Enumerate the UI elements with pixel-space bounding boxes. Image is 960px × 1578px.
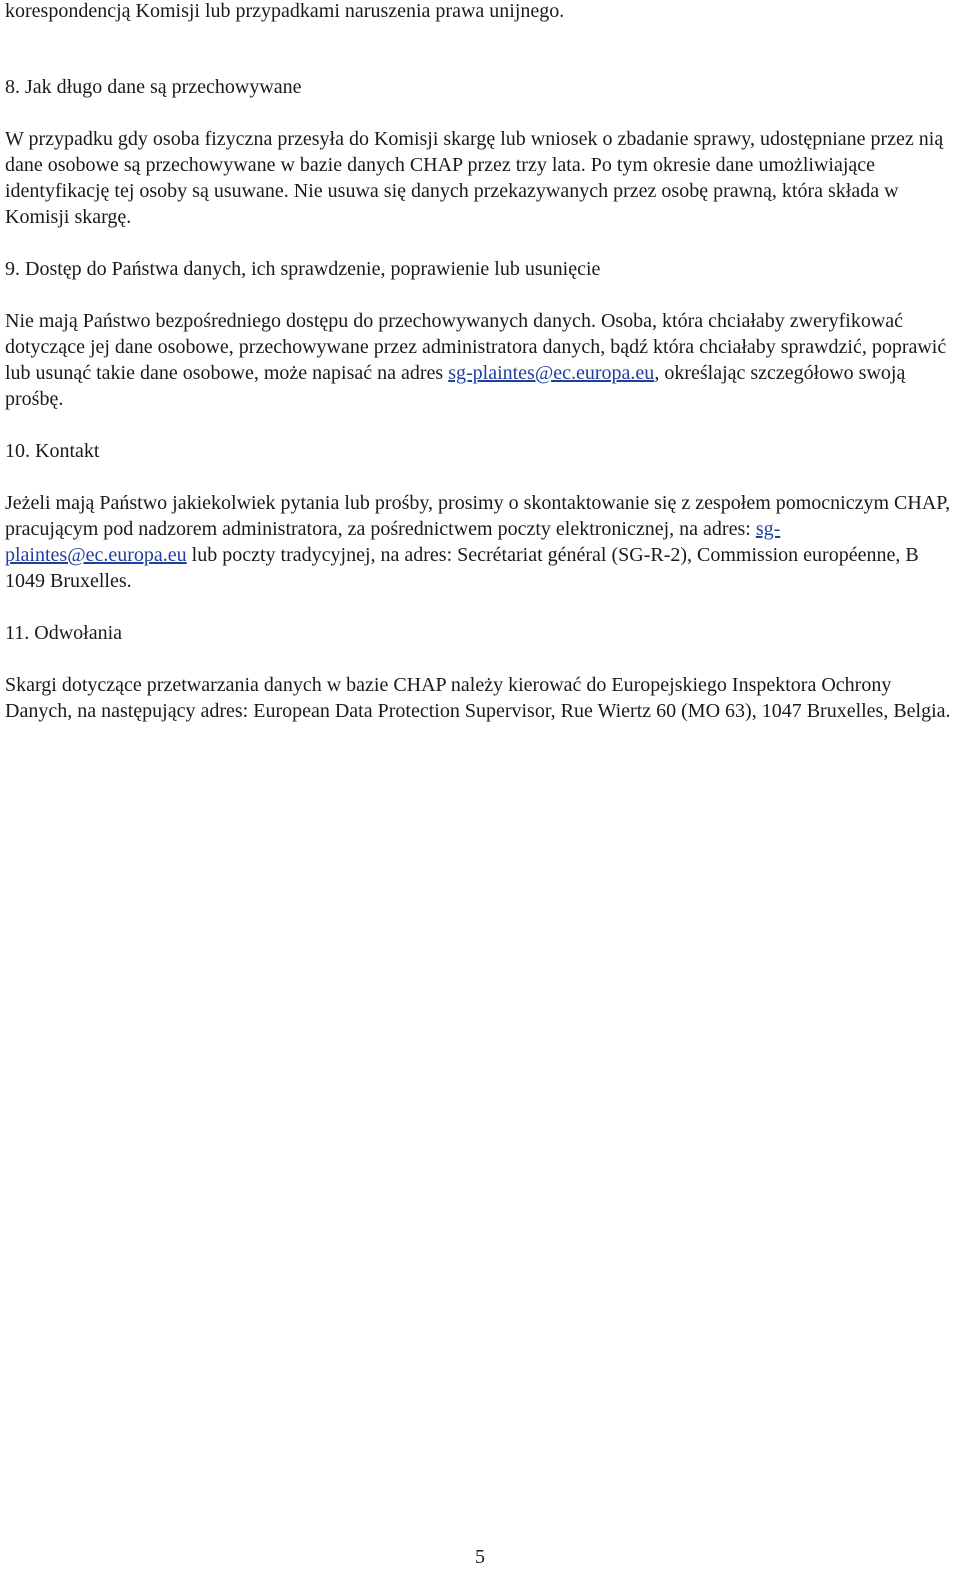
section-9-email-link[interactable]: sg-plaintes@ec.europa.eu: [448, 362, 655, 384]
section-9-body: [5, 308, 955, 412]
section-10-body-after: lub poczty tradycyjnej, na adres: Secrétariat général (SG-R-2), Commission européenne, B 1049 Bruxelles.: [5, 544, 919, 592]
section-10-body: [5, 490, 955, 594]
page-number: 5: [475, 1546, 485, 1568]
section-11-body: Skargi dotyczące przetwarzania danych w bazie CHAP należy kierować do Europejskiego Inspektora Ochrony Danych, na następujący adres: European Data Protection Supervisor, Rue Wiertz 60 (MO 63), 1047 Bruxelles, Belgia.: [5, 674, 951, 722]
section-10-email-link[interactable]: sg-plaintes@ec.europa.eu: [5, 518, 781, 566]
document-page: [5, 0, 955, 724]
section-9-heading: 9. Dostęp do Państwa danych, ich sprawdzenie, poprawienie lub usunięcie: [5, 258, 601, 280]
section-11-heading: 11. Odwołania: [5, 622, 123, 644]
section-10-body-before: Jeżeli mają Państwo jakiekolwiek pytania lub prośby, prosimy o skontaktowanie się z zespołem pomocniczym CHAP, pracującym pod nadzorem administratora, za pośrednictwem poczty elektronicznej, na adres:: [5, 492, 951, 540]
section-10-heading: 10. Kontakt: [5, 440, 100, 462]
section-8-body: W przypadku gdy osoba fizyczna przesyła do Komisji skargę lub wniosek o zbadanie sprawy, udostępniane przez nią dane osobowe są przechowywane w bazie danych CHAP przez trzy lata. Po tym okresie dane umożliwiające identyfikację tej osoby są usuwane. Nie usuwa się danych przekazywanych przez osobę prawną, która składa w Komisji skargę.: [5, 128, 944, 228]
intro-tail-text: korespondencją Komisji lub przypadkami naruszenia prawa unijnego.: [5, 0, 565, 22]
section-8-heading: 8. Jak długo dane są przechowywane: [5, 76, 302, 98]
section-9-body-before: Nie mają Państwo bezpośredniego dostępu do przechowywanych danych. Osoba, która chciałaby zweryfikować dotyczące jej dane osobowe, przechowywane przez administratora danych, bądź która chciałaby sprawdzić, poprawić lub usunąć takie dane osobowe, może napisać na adres: [5, 310, 947, 384]
section-9-body-after: , określając szczegółowo swoją prośbę.: [5, 362, 906, 410]
